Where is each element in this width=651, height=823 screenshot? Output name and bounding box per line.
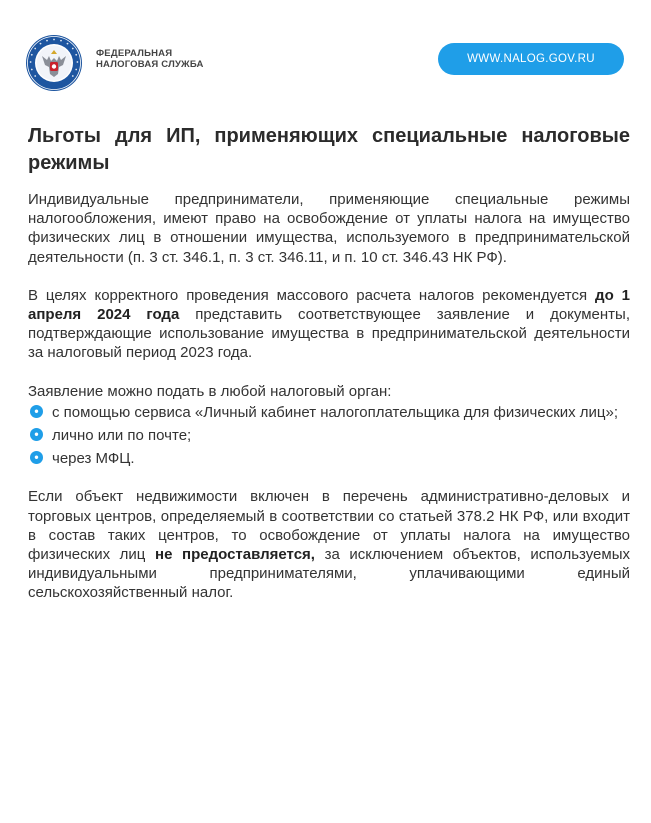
list-item bbox=[28, 426, 630, 445]
list-item bbox=[28, 449, 630, 468]
paragraph-exception-text-before: Если объект недвижимости включен в перечень административно-деловых и торговых центров, определяемый в соответствии со статьей 378.2 НК РФ, или входит в состав таких центров, то освобождение от уплаты налога на имущество физических лиц bbox=[28, 488, 630, 564]
submission-methods-list bbox=[28, 403, 630, 469]
paragraph-exception-text-after: за исключением объектов, используемых индивидуальными предпринимателями, уплачивающими единый сельскохозяйственный налог. bbox=[28, 546, 630, 602]
paragraph-exception bbox=[28, 487, 630, 602]
paragraph-deadline-text-after: представить соответствующее заявление и документы, подтверждающие использование имущества в предпринимательской деятельности за налоговый период 2023 года. bbox=[28, 306, 630, 362]
paragraph-deadline-text-before: В целях корректного проведения массового расчета налогов рекомендуется bbox=[28, 286, 596, 304]
deadline-date: до 1 апреля 2024 года bbox=[28, 286, 630, 324]
organization-name-line2: НАЛОГОВАЯ СЛУЖБА bbox=[96, 58, 204, 70]
method-online-cabinet: с помощью сервиса «Личный кабинет налогоплательщика для физических лиц»; bbox=[52, 403, 619, 421]
method-mfc: через МФЦ. bbox=[52, 450, 135, 468]
website-link-button[interactable]: WWW.NALOG.GOV.RU bbox=[438, 43, 624, 75]
article bbox=[28, 123, 630, 603]
bullet-icon: • bbox=[30, 451, 43, 464]
organization-name-line1: ФЕДЕРАЛЬНАЯ bbox=[96, 48, 173, 59]
paragraph-deadline bbox=[28, 286, 630, 363]
fns-emblem-icon bbox=[25, 34, 83, 92]
method-in-person-or-mail: лично или по почте; bbox=[52, 427, 192, 445]
not-provided-emphasis: не предоставляется, bbox=[155, 546, 315, 564]
list-item bbox=[28, 403, 630, 422]
paragraph-eligibility: Индивидуальные предприниматели, применяющие специальные режимы налогообложения, имеют право на освобождение от уплаты налога на имущество физических лиц в отношении имущества, используемого в предпринимательской деятельности (п. 3 ст. 346.1, п. 3 ст. 346.11, и п. 10 ст. 346.43 НК РФ). bbox=[28, 191, 630, 266]
header bbox=[0, 0, 651, 120]
bullet-icon: • bbox=[30, 428, 43, 441]
organization-name bbox=[96, 49, 204, 70]
submission-intro: Заявление можно подать в любой налоговый орган: bbox=[28, 382, 392, 400]
page-title: Льготы для ИП, применяющих специальные налоговые режимы bbox=[28, 125, 630, 174]
bullet-icon: • bbox=[30, 405, 43, 418]
